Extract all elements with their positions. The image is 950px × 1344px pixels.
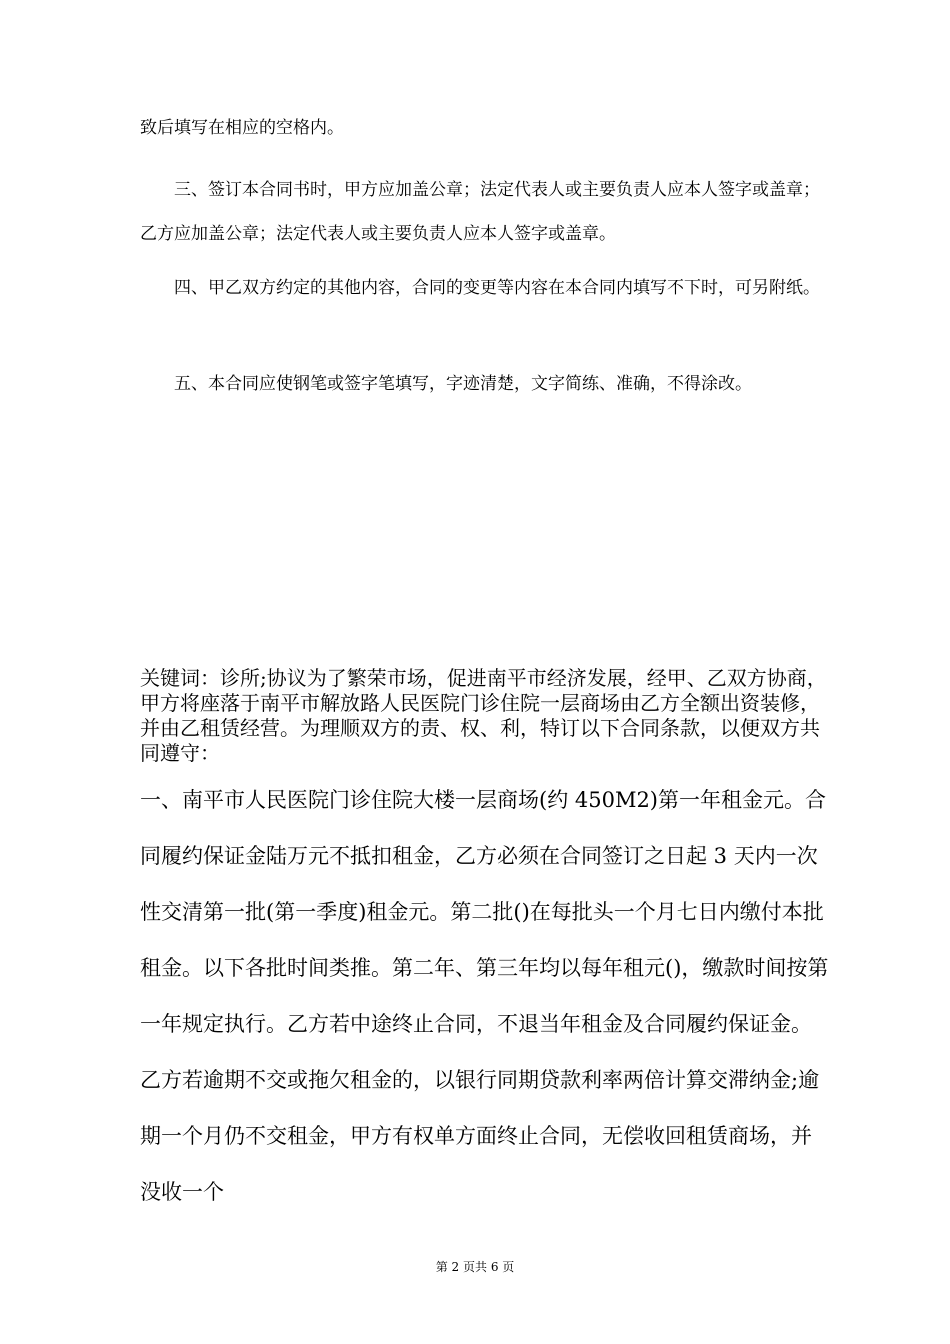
paragraph-continuation: 致后填写在相应的空格内。 bbox=[140, 118, 344, 138]
contract-clause-one: 一、南平市人民医院门诊住院大楼一层商场(约 450M2)第一年租金元。合同履约保证金陆万元不抵扣租金，乙方必须在合同签订之日起 3 天内一次性交清第一批(第一季度)租金元。第二批()在每批头一个月七日内缴付本批租金。以下各批时间类推。第二年、第三年均以每年租元()，缴款时间按第一年规定执行。乙方若中途终止合同，不退当年租金及合同履约保证金。乙方若逾期不交或拖欠租金的，以银行同期贷款利率两倍计算交滞纳金;逾期一个月仍不交租金，甲方有权单方面终止合同，无偿收回租赁商场，并没收一个 bbox=[140, 788, 829, 1204]
page-footer: 第 2 页共 6 页 bbox=[435, 1260, 515, 1274]
paragraph-clause-four: 四、甲乙双方约定的其他内容，合同的变更等内容在本合同内填写不下时，可另附纸。 bbox=[174, 278, 820, 298]
paragraph-clause-three: 三、签订本合同书时，甲方应加盖公章；法定代表人或主要负责人应本人签字或盖章；乙方应加盖公章；法定代表人或主要负责人应本人签字或盖章。 bbox=[140, 180, 820, 244]
keywords-paragraph: 关键词：诊所;协议为了繁荣市场，促进南平市经济发展，经甲、乙双方协商，甲方将座落于南平市解放路人民医院门诊住院一层商场由乙方全额出资装修，并由乙租赁经营。为理顺双方的责、权、利，特订以下合同条款，以便双方共同遵守： bbox=[140, 666, 827, 765]
paragraph-clause-five: 五、本合同应使钢笔或签字笔填写，字迹清楚，文字简练、准确，不得涂改。 bbox=[174, 374, 752, 394]
